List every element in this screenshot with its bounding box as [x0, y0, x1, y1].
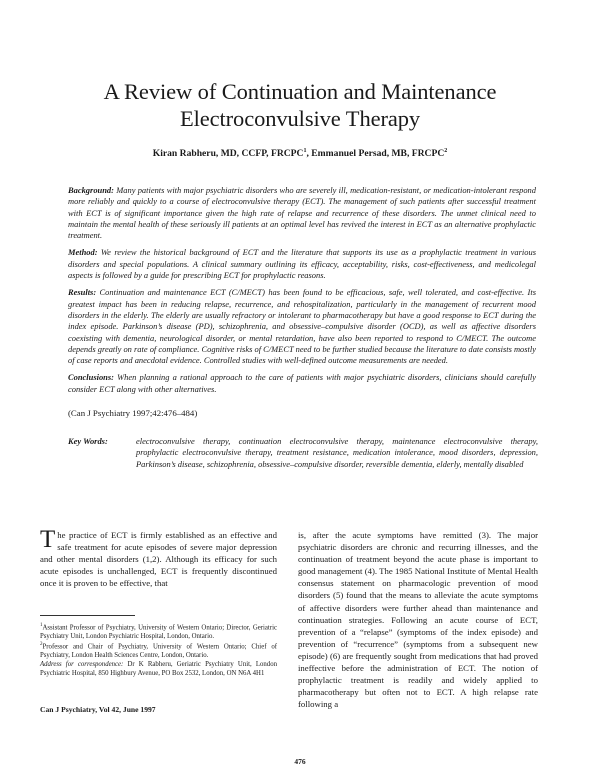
- abstract-background: [68, 185, 536, 241]
- footnote-2-text: Professor and Chair of Psychiatry, University of Western Ontario; Chief of Psychiatry, London Health Sciences Centre, London, Ontario.: [40, 643, 277, 660]
- footnote-2-marker: 2: [40, 642, 43, 648]
- footnote-1-marker: 1: [40, 623, 43, 628]
- correspondence-label: Address for correspondence:: [40, 660, 124, 668]
- article-title: [0, 78, 600, 132]
- results-label: Results:: [68, 287, 97, 298]
- body-column-left: [40, 526, 277, 589]
- abstract-conclusions: [68, 372, 536, 395]
- footnote-2: [40, 641, 277, 660]
- footnote-1: [40, 622, 277, 641]
- abstract-results: [68, 287, 536, 366]
- abstract-method: [68, 247, 536, 281]
- title-line-1: A Review of Continuation and Maintenance: [103, 79, 497, 104]
- title-line-2: Electroconvulsive Therapy: [179, 106, 421, 131]
- footnote-divider: [40, 615, 135, 616]
- background-text: Many patients with major psychiatric disorders who are severely ill, medication-resistant, or medication-intolerant respond more reliably and quickly to a course of electroconvulsive therapy (ECT). The management of such patients after successful treatment with ECT is of significant importance given the high rate of relapse and recurrence of these disorders. The unmet clinical need to maintain the mental health of these seriously ill patients at an optimal level has revived the interest in ECT as an alternative prophylactic treatment.: [68, 185, 536, 241]
- keywords-text: electroconvulsive therapy, continuation electroconvulsive therapy, maintenance electroconvulsive therapy, prophylactic electroconvulsive therapy, treatment resistance, medication intolerance, mood disorders, depression, Parkinson’s disease, schizophrenia, obsessive–compulsive disorder, reversible dementia, elderly, mentally disabled: [136, 436, 538, 469]
- author-list: [0, 148, 600, 159]
- background-label: Background:: [68, 185, 114, 195]
- author-2-affiliation-marker: 2: [444, 148, 448, 154]
- method-text: We review the historical background of ECT and the literature that supports its use as a prophylactic treatment in various disorders and special populations. A clinical summary outlining its efficacy, acceptability, risks, cost-effectiveness, and medicolegal aspects is followed by a guide for prescribing ECT for prophylactic reasons.: [68, 247, 536, 281]
- footnotes: [40, 622, 277, 678]
- body-text-left: he practice of ECT is firmly established as an effective and safe treatment for acute episodes of severe major depression and other mental disorders (1,2). Although its efficacy for such acute episodes is unchallenged, ECT is frequently discontinued once it is proven to be effective, that: [40, 530, 277, 589]
- author-2: Emmanuel Persad, MB, FRCPC: [311, 148, 445, 160]
- correspondence-text: Dr K Rabheru, Geriatric Psychiatry Unit, London Psychiatric Hospital, 850 Highbury Avenue, PO Box 2532, London, ON N6A 4H1: [40, 660, 277, 677]
- conclusions-label: Conclusions:: [68, 372, 114, 383]
- abstract: [68, 185, 536, 401]
- conclusions-text: When planning a rational approach to the care of patients with major psychiatric disorders, clinicians should carefully consider ECT along with other alternatives.: [68, 372, 536, 394]
- footnote-1-text: Assistant Professor of Psychiatry, University of Western Ontario; Director, Geriatric Psychiatry Unit, London Psychiatric Hospital, London, Ontario.: [40, 624, 277, 640]
- keywords-label: Key Words:: [68, 436, 108, 446]
- citation: (Can J Psychiatry 1997;42:476–484): [68, 408, 198, 418]
- correspondence-note: [40, 661, 277, 678]
- drop-cap: T: [40, 526, 56, 553]
- method-label: Method:: [68, 247, 98, 258]
- page-number: 476: [294, 757, 306, 766]
- author-separator: ,: [306, 148, 312, 160]
- author-1: Kiran Rabheru, MD, CCFP, FRCPC: [152, 148, 304, 160]
- body-column-right: is, after the acute symptoms have remitted (3). The major psychiatric disorders are chronic and recurring illnesses, and the continuation of treatment beyond the acute phase is important to good management (4). The 1985 National Institute of Mental Health consensus statement on pharmacologic prevention of mood disorders (5) found that the means to alleviate the acute symptoms of affective disorders were further ahead than maintenance and continuation strategies. Following an acute course of ECT, prevention of a “relapse” (symptoms of the index episode) and prevention of “recurrence” (symptoms from a subsequent new episode) (6) are frequently sought from medications that had proved ineffective before the administration of ECT. The notion of prophylactic treatment is readily and widely applied to pharmacotherapy but often not to ECT. A high relapse rate following a: [298, 530, 538, 710]
- journal-footer: Can J Psychiatry, Vol 42, June 1997: [40, 705, 156, 714]
- author-1-affiliation-marker: 1: [303, 148, 307, 154]
- results-text: Continuation and maintenance ECT (C/MECT) has been found to be efficacious, safe, well tolerated, and cost-effective. Its greatest impact has been in reducing relapse, recurrence, and rehospitalization, particularly in the management of recurrent mood disorders in the elderly. The elderly are usually refractory or intolerant to pharmacotherapy but have a good response to ECT during the index episode. Parkinson’s disease (PD), schizophrenia, and obsessive–compulsive disorder (OCD), as well as affective disorders coexisting with dementia, neurological disorder, or mental retardation, have also been reported to respond to C/MECT. The outcome depends greatly on rate of compliance. Cognitive risks of C/MECT need to be further studied because the literature to date consists mostly of case reports and anecdotal evidence. Controlled studies with well-defined outcome measurements are needed.: [68, 287, 536, 366]
